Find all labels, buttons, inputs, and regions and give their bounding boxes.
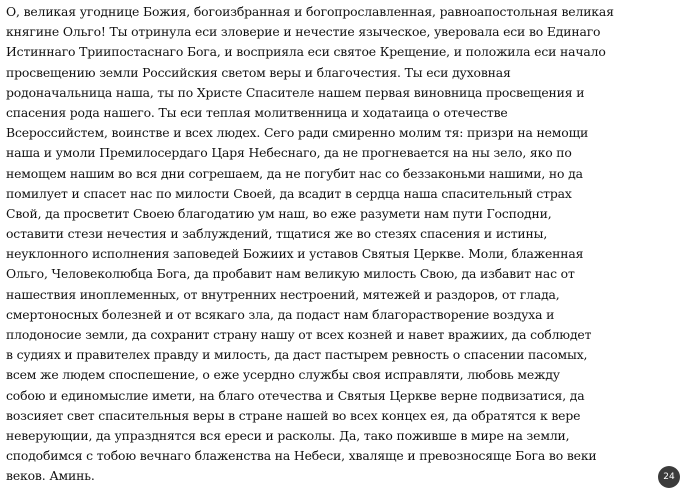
text-line: О, великая угоднице Божия, богоизбранная и богопрославленная, равноапостольная великая [6, 4, 614, 19]
prayer-text [6, 2, 696, 487]
text-line: просвещению земли Российския светом веры и благочестия. Ты еси духовная [6, 64, 511, 80]
text-line: наша и умоли Премилосердаго Царя Небеснаго, да не прогневается на ны зело, яко по [6, 145, 572, 161]
text-line: Свой, да просветит Своею благодатию ум наш, во еже разумети нам пути Господни, [6, 205, 552, 221]
watermark-badge: 24 [658, 466, 680, 488]
text-line: возсияет свет спасительныя веры в стране нашей во всех концех ея, да обратятся к вере [6, 407, 581, 423]
text-line: собою и единомыслие имети, на благо отечества и Святыя Церкве верне подвизатися, да [6, 387, 585, 403]
text-line: всем же людем споспешение, о еже усердно службы своя исправляти, любовь между [6, 367, 560, 383]
text-line: неуклонного исполнения заповедей Божиих и уставов Святыя Церкве. Моли, блаженная [6, 246, 584, 262]
text-line: нашествия иноплеменных, от внутренних нестроений, мятежей и раздоров, от глада, [6, 286, 560, 302]
text-line: сподобимся с тобою вечнаго блаженства на Небеси, хваляще и превозносяще Бога во веки [6, 448, 597, 464]
text-line: неверующии, да упразднятся вся ереси и расколы. Да, тако поживше в мире на земли, [6, 427, 570, 443]
text-line: смертоносных болезней и от всякаго зла, да подаст нам благорастворение воздуха и [6, 306, 555, 322]
text-line: помилует и спасет нас по милости Своей, да всадит в сердца наша спасительный страх [6, 185, 572, 201]
text-line: Всероссийстем, воинстве и всех людех. Сего ради смиренно молим тя: призри на немощи [6, 125, 589, 141]
text-line: Ольго, Человеколюбца Бога, да пробавит нам великую милость Свою, да избавит нас от [6, 266, 575, 282]
text-line: оставити стези нечестия и заблуждений, тщатися же во стезях спасения и истины, [6, 226, 548, 242]
text-line: княгине Ольго! Ты отринула еси зловерие и нечестие языческое, уверовала еси во Единаго [6, 24, 601, 40]
text-line: Истиннаго Триипостаснаго Бога, и восприяла еси святое Крещение, и положила еси начало [6, 44, 606, 60]
text-line: веков. Аминь. [6, 468, 95, 484]
text-line: немощем нашим во вся дни согрешаем, да не погубит нас со беззаконьми нашими, но да [6, 165, 583, 181]
text-line: родоначальница наша, ты по Христе Спасителе нашем первая виновница просвещения и [6, 84, 585, 100]
text-line: спасения рода нашего. Ты еси теплая молитвенница и ходатаица о отечестве [6, 104, 508, 120]
text-line: плодоносие земли, да сохранит страну нашу от всех козней и навет вражиих, да соблюдет [6, 327, 592, 342]
text-line: в судиях и правителех правду и милость, да даст пастырем ревность о спасении пасомых, [6, 347, 588, 363]
